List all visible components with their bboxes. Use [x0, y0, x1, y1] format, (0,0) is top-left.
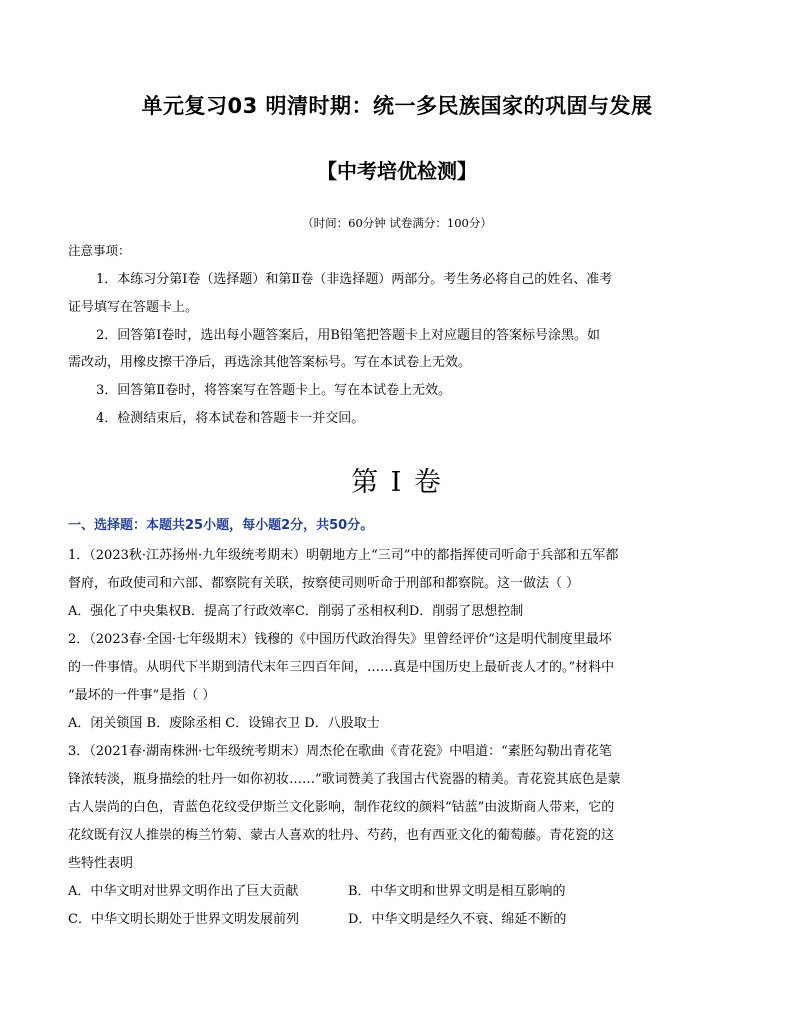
question-2-options: A．闭关锁国 B．废除丞相 C．设锦衣卫 D．八股取士 — [68, 716, 380, 731]
page-subtitle: 【中考培优检测】 — [317, 159, 477, 183]
question-2-line: 的一件事情。从明代下半期到清代末年三四百年间，……真是中国历史上最斫丧人才的。”材料中 — [68, 660, 615, 675]
question-1-line: 1．（2023秋·江苏扬州·九年级统考期末）明朝地方上“三司”中的都指挥使司听命于兵部和五军都 — [68, 548, 619, 563]
note-line: 2．回答第Ⅰ卷时，选出每小题答案后，用B铅笔把答题卡上对应题目的答案标号涂黑。如 — [96, 328, 600, 343]
question-3-option-c: C．中华文明长期处于世界文明发展前列 — [68, 912, 299, 927]
note-line: 4．检测结束后，将本试卷和答题卡一并交回。 — [96, 411, 365, 426]
question-3-option-b: B．中华文明和世界文明是相互影响的 — [348, 884, 566, 899]
question-3-line: 3．（2021春·湖南株洲·七年级统考期末）周杰伦在歌曲《青花瓷》中唱道：“素胚勾勒出青花笔 — [68, 744, 612, 759]
question-3-option-a: A．中华文明对世界文明作出了巨大贡献 — [68, 884, 299, 899]
question-2-line: 2．（2023春·全国·七年级期末）钱穆的《中国历代政治得失》里曾经评价“这是明代制度里最坏 — [68, 632, 612, 647]
note-line: 需改动，用橡皮擦干净后，再选涂其他答案标号。写在本试卷上无效。 — [68, 355, 472, 370]
question-3-line: 些特性表明 — [68, 856, 134, 871]
section-heading: 一、选择题：本题共25小题，每小题2分，共50分。 — [68, 518, 374, 533]
page-title: 单元复习03 明清时期：统一多民族国家的巩固与发展 — [141, 94, 653, 118]
question-3-option-d: D．中华文明是经久不衰、绵延不断的 — [348, 912, 567, 927]
volume-heading: 第 I 卷 — [351, 467, 443, 498]
question-3-line: 花纹既有汉人推崇的梅兰竹菊、蒙古人喜欢的牡丹、芍药，也有西亚文化的葡萄藤。青花瓷的这 — [68, 828, 615, 843]
note-line: 1．本练习分第Ⅰ卷（选择题）和第Ⅱ卷（非选择题）两部分。考生务必将自己的姓名、准考 — [96, 272, 613, 287]
question-3-line: 古人崇尚的白色，青蓝色花纹受伊斯兰文化影响，制作花纹的颜料“钴蓝”由波斯商人带来，它的 — [68, 800, 615, 815]
notes-heading: 注意事项： — [68, 243, 131, 258]
question-2-line: “最坏的一件事”是指（ ） — [68, 688, 216, 703]
exam-meta: （时间：60分钟 试卷满分：100分） — [302, 216, 492, 230]
question-3-line: 锋浓转淡，瓶身描绘的牡丹一如你初妆……”歌词赞美了我国古代瓷器的精美。青花瓷其底色是蒙 — [68, 772, 621, 787]
note-line: 3．回答第Ⅱ卷时，将答案写在答题卡上。写在本试卷上无效。 — [96, 383, 452, 398]
question-1-line: 督府，布政使司和六部、都察院有关联，按察使司则听命于刑部和都察院。这一做法（ ） — [68, 576, 580, 591]
note-line: 证号填写在答题卡上。 — [68, 300, 199, 315]
question-1-options: A．强化了中央集权B．提高了行政效率C．削弱了丞相权利D．削弱了思想控制 — [68, 604, 524, 619]
